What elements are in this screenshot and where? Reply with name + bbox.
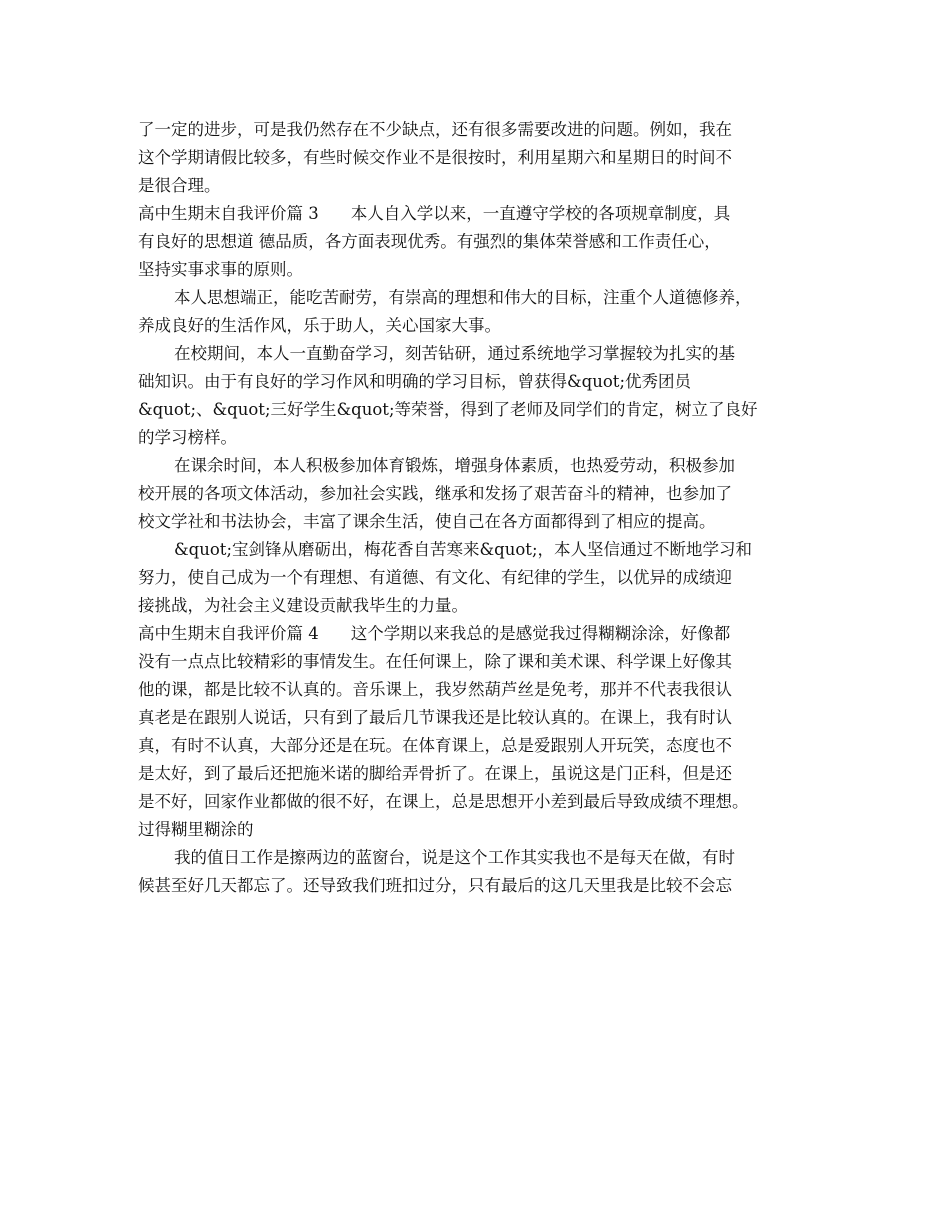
text-line: 接挑战，为社会主义建设贡献我毕生的力量。: [138, 596, 468, 615]
text-line: 他的课，都是比较不认真的。音乐课上，我岁然葫芦丝是免考，那并不代表我很认: [138, 680, 732, 699]
text-line: 本人自入学以来，一直遵守学校的各项规章制度，具: [350, 204, 731, 223]
text-line: 是不好，回家作业都做的很不好，在课上，总是思想开小差到最后导致成绩不理想。: [138, 792, 749, 811]
text-line: 过得糊里糊涂的: [138, 820, 254, 839]
text-line: 校文学社和书法协会，丰富了课余生活，使自己在各方面都得到了相应的提高。: [138, 512, 716, 531]
text-line: 养成良好的生活作风，乐于助人，关心国家大事。: [138, 316, 501, 335]
text-line: 真，有时不认真，大部分还是在玩。在体育课上，总是爱跟别人开玩笑，态度也不: [138, 736, 732, 755]
text-line: 努力，使自己成为一个有理想、有道德、有文化、有纪律的学生，以优异的成绩迎: [138, 568, 732, 587]
text-line: 真老是在跟别人说话，只有到了最后几节课我还是比较认真的。在课上，我有时认: [138, 708, 732, 727]
text-line: 这个学期以来我总的是感觉我过得糊糊涂涂，好像都: [350, 624, 731, 643]
section-heading-line: [138, 200, 828, 228]
text-line: &quot;宝剑锋从磨砺出，梅花香自苦寒来&quot;，本人坚信通过不断地学习和: [174, 540, 752, 559]
text-line: 在校期间，本人一直勤奋学习，刻苦钻研，通过系统地学习掌握较为扎实的基: [174, 344, 735, 363]
text-line: 校开展的各项文体活动，参加社会实践，继承和发扬了艰苦奋斗的精神，也参加了: [138, 484, 732, 503]
document-page: [138, 116, 828, 900]
text-line: 的学习榜样。: [138, 428, 237, 447]
text-line: 坚持实事求事的原则。: [138, 260, 303, 279]
text-line: 是太好，到了最后还把施米诺的脚给弄骨折了。在课上，虽说这是门正科，但是还: [138, 764, 732, 783]
text-line: 础知识。由于有良好的学习作风和明确的学习目标，曾获得&quot;优秀团员: [138, 372, 691, 391]
text-line: 在课余时间，本人积极参加体育锻炼，增强身体素质，也热爱劳动，积极参加: [174, 456, 735, 475]
text-line: 了一定的进步，可是我仍然存在不少缺点，还有很多需要改进的问题。例如，我在: [138, 120, 732, 139]
text-line: 候甚至好几天都忘了。还导致我们班扣过分，只有最后的这几天里我是比较不会忘: [138, 876, 732, 895]
section-heading: 高中生期末自我评价篇 4: [138, 624, 319, 643]
text-line: &quot;、&quot;三好学生&quot;等荣誉，得到了老师及同学们的肯定，树立了良好: [138, 400, 758, 419]
text-line: 没有一点点比较精彩的事情发生。在任何课上，除了课和美术课、科学课上好像其: [138, 652, 732, 671]
text-line: 这个学期请假比较多，有些时候交作业不是很按时，利用星期六和星期日的时间不: [138, 148, 732, 167]
section-heading: 高中生期末自我评价篇 3: [138, 204, 319, 223]
section-heading-line: [138, 620, 828, 648]
text-line: 我的值日工作是擦两边的蓝窗台，说是这个工作其实我也不是每天在做，有时: [174, 848, 735, 867]
text-line: 本人思想端正，能吃苦耐劳，有崇高的理想和伟大的目标，注重个人道德修养，: [174, 288, 752, 307]
text-line: 是很合理。: [138, 176, 221, 195]
text-line: 有良好的思想道 德品质，各方面表现优秀。有强烈的集体荣誉感和工作责任心，: [138, 232, 721, 251]
